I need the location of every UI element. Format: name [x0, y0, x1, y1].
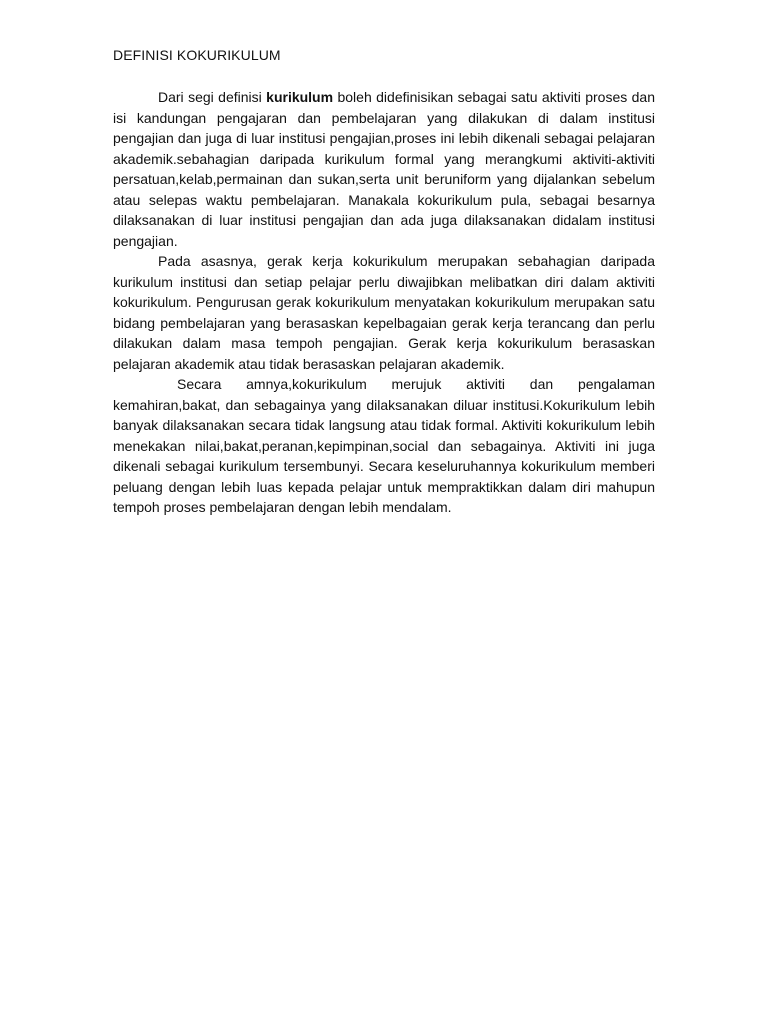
paragraph-definition — [113, 87, 655, 251]
document-page — [113, 45, 655, 518]
paragraph-1-bold-term: kurikulum — [266, 89, 334, 105]
paragraph-asas: Pada asasnya, gerak kerja kokurikulum merupakan sebahagian daripada kurikulum institusi dan setiap pelajar perlu diwajibkan melibatkan diri dalam aktiviti kokurikulum. Pengurusan gerak kokurikulum menyatakan kokurikulum merupakan satu bidang pembelajaran yang berasaskan kepelbagaian gerak kerja terancang dan perlu dilakukan dalam masa tempoh pengajian. Gerak kerja kokurikulum berasaskan pelajaran akademik atau tidak berasaskan pelajaran akademik. — [113, 253, 655, 372]
paragraph-1-rest: boleh didefinisikan sebagai satu aktiviti proses dan isi kandungan pengajaran dan pembelajaran yang dilakukan di dalam institusi pengajian dan juga di luar institusi pengajian,proses ini lebih dikenali sebagai pelajaran akademik.sebahagian daripada kurikulum formal yang merangkumi aktiviti-aktiviti persatuan,kelab,permainan dan sukan,serta unit beruniform yang dijalankan sebelum atau selepas waktu pembelajaran. Manakala kokurikulum pula, sebagai besarnya dilaksanakan di luar institusi pengajian dan ada juga dilaksanakan didalam institusi pengajian. — [113, 89, 655, 249]
paragraph-1-lead: Dari segi definisi — [158, 89, 267, 105]
document-title: DEFINISI KOKURIKULUM — [113, 47, 281, 63]
paragraph-amnya: Secara amnya,kokurikulum merujuk aktiviti dan pengalaman kemahiran,bakat, dan sebagainya yang dilaksanakan diluar institusi.Kokurikulum lebih banyak dilaksanakan secara tidak langsung atau tidak formal. Aktiviti kokurikulum lebih menekakan nilai,bakat,peranan,kepimpinan,social dan sebagainya. Aktiviti ini juga dikenali sebagai kurikulum tersembunyi. Secara keseluruhannya kokurikulum memberi peluang dengan lebih luas kepada pelajar untuk mempraktikkan dalam diri mahupun tempoh proses pembelajaran dengan lebih mendalam. — [113, 376, 655, 515]
